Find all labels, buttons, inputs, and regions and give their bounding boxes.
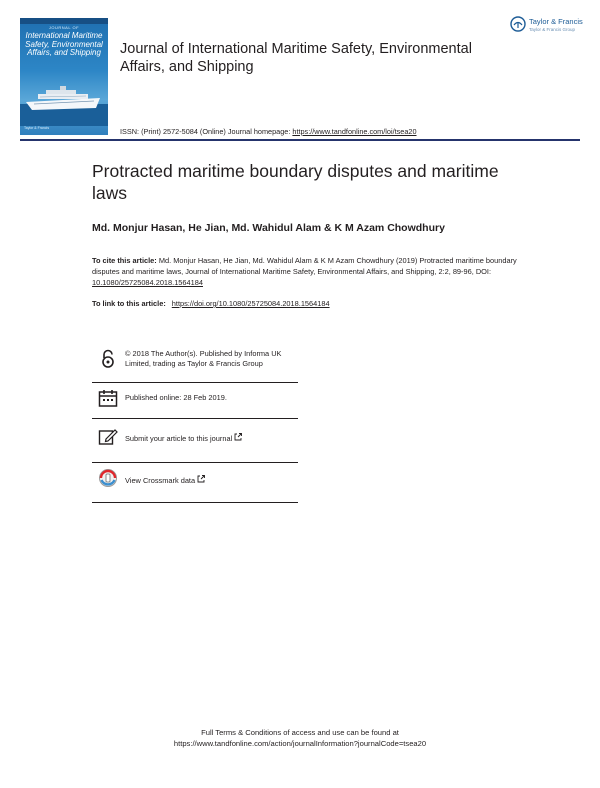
crossmark-row[interactable]	[98, 468, 298, 492]
submit-article-text: Submit your article to this journal	[125, 434, 233, 443]
citation-text: Md. Monjur Hasan, He Jian, Md. Wahidul Alam & K M Azam Chowdhury (2019) Protracted maritime boundary disputes and maritime laws, Journal of International Maritime Safety, Environmental Affairs, and Shipping, 2:2, 89-96, DOI:	[92, 256, 517, 276]
submit-article-link[interactable]	[125, 433, 300, 444]
cruise-ship-illustration	[20, 86, 108, 126]
edit-pencil-icon	[98, 427, 118, 447]
article-authors: Md. Monjur Hasan, He Jian, Md. Wahidul Alam & K M Azam Chowdhury	[92, 222, 445, 234]
issn-line	[120, 127, 417, 136]
journal-cover-image	[20, 18, 108, 135]
open-access-lock-icon	[98, 349, 118, 369]
info-divider	[92, 502, 298, 503]
external-link-icon	[234, 433, 242, 441]
info-divider	[92, 462, 298, 463]
published-row	[98, 389, 298, 409]
info-divider	[92, 418, 298, 419]
article-link-label: To link to this article:	[92, 299, 166, 308]
open-access-row	[98, 349, 298, 385]
crossmark-icon	[98, 468, 118, 488]
published-date: Published online: 28 Feb 2019.	[125, 393, 227, 402]
cover-brand: Taylor & Francis	[24, 126, 50, 130]
license-text: © 2018 The Author(s). Published by Informa UK Limited, trading as Taylor & Francis Group	[125, 349, 282, 368]
external-link-icon	[197, 475, 205, 483]
crossmark-text: View Crossmark data	[125, 476, 196, 485]
crossmark-link[interactable]	[125, 475, 300, 486]
page-footer	[0, 727, 600, 749]
article-link-line	[92, 299, 330, 308]
citation-block	[92, 256, 522, 288]
cover-title: International Maritime Safety, Environmental Affairs, and Shipping	[25, 31, 103, 58]
issn-text: ISSN: (Print) 2572-5084 (Online) Journal homepage:	[120, 127, 293, 136]
publisher-name: Taylor & Francis	[529, 17, 583, 26]
publisher-logo[interactable]	[510, 16, 590, 38]
footer-terms-text: Full Terms & Conditions of access and use can be found at	[201, 728, 399, 737]
journal-title[interactable]: Journal of International Maritime Safety, Environmental Affairs, and Shipping	[120, 41, 472, 75]
footer-journal-info-link[interactable]: https://www.tandfonline.com/action/journalInformation?journalCode=tsea20	[173, 739, 427, 748]
calendar-icon	[98, 389, 118, 409]
publisher-subname: Taylor & Francis Group	[529, 27, 576, 32]
article-title: Protracted maritime boundary disputes and maritime laws	[92, 161, 499, 203]
publisher-logo-icon	[510, 16, 526, 32]
cover-kicker: JOURNAL OF	[48, 25, 80, 30]
info-divider	[92, 382, 298, 383]
header-divider	[20, 139, 580, 141]
citation-label: To cite this article:	[92, 256, 157, 265]
submit-row[interactable]	[98, 427, 298, 447]
journal-homepage-link[interactable]: https://www.tandfonline.com/loi/tsea20	[292, 127, 417, 136]
cover-top-strip	[20, 18, 108, 24]
article-doi-url[interactable]: https://doi.org/10.1080/25725084.2018.1564184	[171, 299, 330, 308]
doi-link[interactable]: 10.1080/25725084.2018.1564184	[92, 277, 203, 287]
